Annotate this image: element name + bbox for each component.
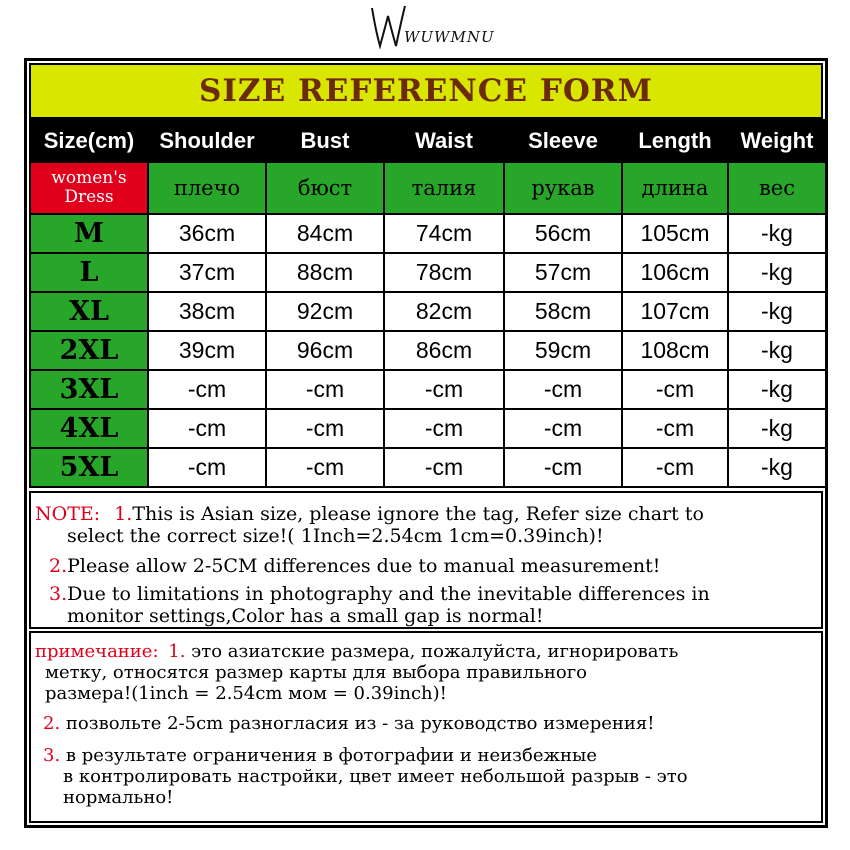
header-length: Length	[623, 121, 727, 161]
size-cell: 4XL	[31, 410, 147, 447]
header-size: Size(cm)	[31, 121, 147, 161]
shoulder-cell: 37cm	[149, 254, 265, 291]
shoulder-cell: -cm	[149, 371, 265, 408]
header-sleeve: Sleeve	[505, 121, 621, 161]
note-3-line-1	[49, 583, 710, 605]
ru-header-sleeve: рукав	[505, 163, 621, 213]
bust-cell: 92cm	[267, 293, 383, 330]
shoulder-cell: 38cm	[149, 293, 265, 330]
note-text: в результате ограничения в фотографии и неизбежные	[65, 745, 598, 766]
sleeve-cell: 59cm	[505, 332, 621, 369]
bust-cell: -cm	[267, 449, 383, 486]
header-weight: Weight	[729, 121, 825, 161]
weight-cell: -kg	[729, 332, 825, 369]
category-label: women's Dress	[31, 163, 147, 213]
sleeve-cell: 58cm	[505, 293, 621, 330]
table-row	[31, 410, 825, 447]
table-row	[31, 449, 825, 486]
length-cell: -cm	[623, 410, 727, 447]
sleeve-cell: -cm	[505, 410, 621, 447]
size-cell: 3XL	[31, 371, 147, 408]
waist-cell: -cm	[385, 449, 503, 486]
waist-cell: 86cm	[385, 332, 503, 369]
table-row	[31, 332, 825, 369]
note-number: 2.	[49, 555, 68, 577]
length-cell: 105cm	[623, 215, 727, 252]
logo-text: WUWMNU	[404, 28, 495, 46]
ru-header-length: длина	[623, 163, 727, 213]
waist-cell: 82cm	[385, 293, 503, 330]
weight-cell: -kg	[729, 254, 825, 291]
russian-notes	[29, 631, 823, 823]
length-cell: -cm	[623, 371, 727, 408]
russian-header-row	[31, 163, 825, 213]
weight-cell: -kg	[729, 215, 825, 252]
sleeve-cell: -cm	[505, 371, 621, 408]
bust-cell: 96cm	[267, 332, 383, 369]
title-bar	[29, 63, 823, 119]
sleeve-cell: 57cm	[505, 254, 621, 291]
ru-header-waist: талия	[385, 163, 503, 213]
shoulder-cell: -cm	[149, 449, 265, 486]
length-cell: 106cm	[623, 254, 727, 291]
table-row	[31, 371, 825, 408]
size-table	[29, 119, 827, 488]
waist-cell: 78cm	[385, 254, 503, 291]
size-cell: XL	[31, 293, 147, 330]
weight-cell: -kg	[729, 449, 825, 486]
bust-cell: 88cm	[267, 254, 383, 291]
bust-cell: -cm	[267, 410, 383, 447]
shoulder-cell: 39cm	[149, 332, 265, 369]
ru-note-1-line-3: размера!(1inch = 2.54cm мом = 0.39inch)!	[45, 683, 447, 704]
note-1-line-2: select the correct size!( 1Inch=2.54cm 1cm=0.39inch)!	[67, 525, 604, 547]
bust-cell: -cm	[267, 371, 383, 408]
table-row	[31, 254, 825, 291]
bust-cell: 84cm	[267, 215, 383, 252]
size-cell: L	[31, 254, 147, 291]
note-number: 3.	[49, 583, 68, 605]
note-2	[49, 555, 660, 577]
weight-cell: -kg	[729, 371, 825, 408]
note-number: 1.	[168, 641, 186, 662]
note-number: 3.	[43, 745, 61, 766]
waist-cell: -cm	[385, 410, 503, 447]
header-shoulder: Shoulder	[149, 121, 265, 161]
sleeve-cell: 56cm	[505, 215, 621, 252]
note-text: Please allow 2-5CM differences due to manual measurement!	[67, 555, 661, 577]
note-number: 1.	[114, 503, 133, 525]
logo-w-mark	[368, 2, 408, 52]
waist-cell: -cm	[385, 371, 503, 408]
ru-note-2	[43, 713, 654, 734]
ru-note-3-line-3: нормально!	[63, 787, 174, 808]
page-title: SIZE REFERENCE FORM	[199, 73, 653, 109]
note-text: This is Asian size, please ignore the tag, Refer size chart to	[132, 503, 704, 525]
size-chart	[24, 58, 828, 828]
note-text: Due to limitations in photography and the inevitable differences in	[67, 583, 710, 605]
ru-note-1-line-2: метку, относятся размер карты для выбора правильного	[45, 662, 587, 683]
brand-logo	[0, 0, 850, 58]
sleeve-cell: -cm	[505, 449, 621, 486]
shoulder-cell: -cm	[149, 410, 265, 447]
table-row	[31, 215, 825, 252]
note-label: NOTE:	[35, 503, 101, 525]
weight-cell: -kg	[729, 410, 825, 447]
ru-header-bust: бюст	[267, 163, 383, 213]
weight-cell: -kg	[729, 293, 825, 330]
length-cell: 108cm	[623, 332, 727, 369]
header-row	[31, 121, 825, 161]
size-cell: M	[31, 215, 147, 252]
note-text: это азиатские размера, пожалуйста, игнорировать	[191, 641, 679, 662]
shoulder-cell: 36cm	[149, 215, 265, 252]
size-cell: 5XL	[31, 449, 147, 486]
english-notes	[29, 491, 823, 629]
header-bust: Bust	[267, 121, 383, 161]
ru-note-3-line-1	[43, 745, 597, 766]
table-row	[31, 293, 825, 330]
note-3-line-2: monitor settings,Color has a small gap is normal!	[67, 605, 544, 627]
ru-note-1-line-1	[35, 641, 678, 662]
size-cell: 2XL	[31, 332, 147, 369]
ru-header-weight: вес	[729, 163, 825, 213]
note-1-line-1	[35, 503, 704, 525]
ru-note-label: примечание:	[35, 641, 159, 662]
length-cell: -cm	[623, 449, 727, 486]
note-text: позвольте 2-5cm разногласия из - за руководство измерения!	[65, 713, 655, 734]
note-number: 2.	[43, 713, 61, 734]
waist-cell: 74cm	[385, 215, 503, 252]
ru-header-shoulder: плечо	[149, 163, 265, 213]
length-cell: 107cm	[623, 293, 727, 330]
header-waist: Waist	[385, 121, 503, 161]
ru-note-3-line-2: в контролировать настройки, цвет имеет небольшой разрыв - это	[63, 766, 688, 787]
